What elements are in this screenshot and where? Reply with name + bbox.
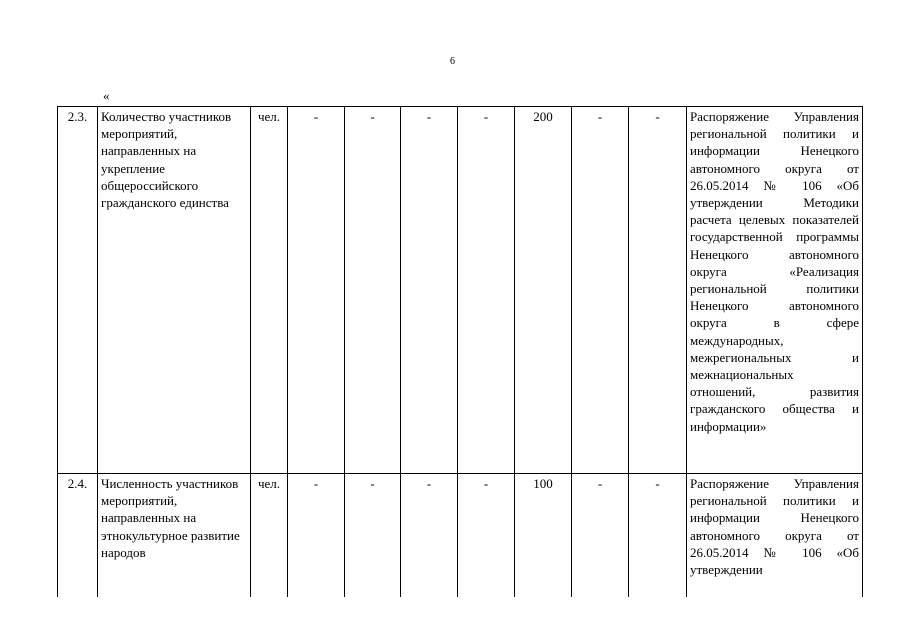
value-cell: -: [572, 107, 629, 474]
value-cell: -: [288, 107, 345, 474]
value-cell: -: [345, 474, 401, 598]
value-cell: -: [458, 474, 515, 598]
opening-quote: «: [103, 88, 110, 103]
value-cell: -: [401, 474, 458, 598]
indicators-table: [57, 106, 863, 597]
value-cell: -: [288, 474, 345, 598]
source-document: [687, 107, 863, 474]
unit-cell: чел.: [251, 474, 288, 598]
indicator-name: Количество участников мероприятий, направленных на укрепление общероссийского гражданского единства: [98, 107, 251, 474]
source-text: Распоряжение Управления региональной политики и информации Ненецкого автономного округа от 26.05.2014 № 106 «Об утверждении Методики расчета целевых показателей государственной программы Ненецкого автономного округа «Реализация региональной политики Ненецкого автономного округа в сфере международных, межрегиональных и межнациональных отношений, развития гражданского общества и информации»: [690, 109, 859, 434]
source-document: [687, 474, 863, 598]
value-cell: -: [401, 107, 458, 474]
value-cell: -: [458, 107, 515, 474]
row-number: 2.3.: [58, 107, 98, 474]
table-row: [58, 474, 863, 598]
page-number: 6: [450, 56, 455, 67]
table-row: [58, 107, 863, 474]
value-cell: 200: [515, 107, 572, 474]
row-number: 2.4.: [58, 474, 98, 598]
value-cell: 100: [515, 474, 572, 598]
unit-cell: чел.: [251, 107, 288, 474]
value-cell: -: [629, 107, 687, 474]
value-cell: -: [629, 474, 687, 598]
value-cell: -: [345, 107, 401, 474]
indicator-name: Численность участников мероприятий, направленных на этнокультурное развитие народов: [98, 474, 251, 598]
source-text: Распоряжение Управления региональной политики и информации Ненецкого автономного округа от 26.05.2014 № 106 «Об утверждении: [690, 476, 859, 578]
value-cell: -: [572, 474, 629, 598]
